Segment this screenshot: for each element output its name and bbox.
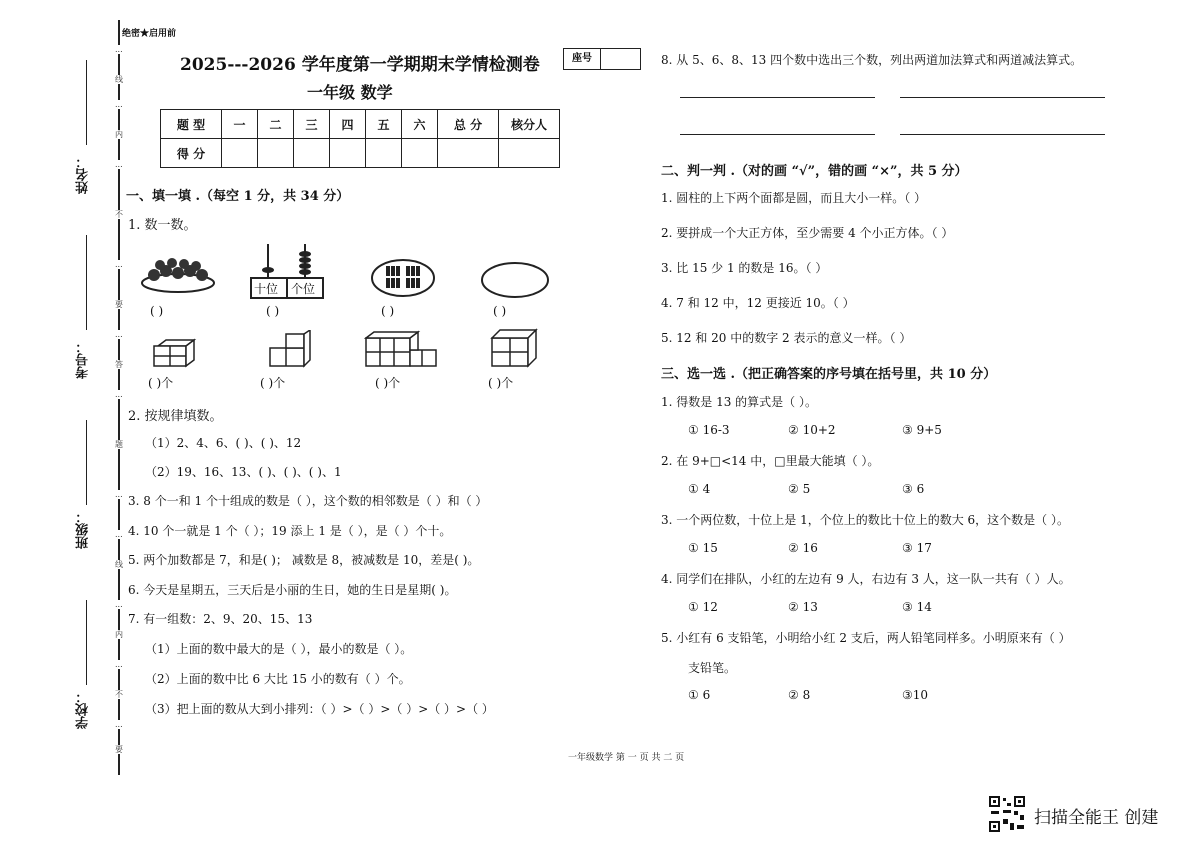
seal-line-char: ...	[115, 600, 123, 609]
confidential-mark: 绝密★启用前	[122, 29, 177, 39]
choice-option[interactable]: ③ 9+5	[902, 423, 942, 437]
seal-line-char: 线	[115, 560, 123, 569]
choice-option[interactable]: ① 16-3	[688, 423, 730, 437]
seal-line-char: ...	[115, 100, 123, 109]
q7-1-text: （1）上面的数中最大的是（ ），最小的数是（ ）。	[145, 642, 413, 656]
seal-line-char: 要	[115, 745, 123, 754]
name-label: 姓名：	[76, 155, 91, 194]
choice-option[interactable]: ③ 6	[902, 482, 925, 496]
q7-text: 7. 有一组数：2、9、20、15、13	[128, 612, 313, 626]
exam-no-field-line	[86, 235, 87, 330]
choice-option[interactable]: ③ 14	[902, 600, 932, 614]
answer-line[interactable]	[680, 134, 875, 135]
score-blank[interactable]	[330, 139, 366, 168]
count-answer-1[interactable]: ( )	[150, 304, 164, 318]
class-field-line	[86, 420, 87, 505]
score-cell: 题 型	[161, 110, 222, 139]
score-blank[interactable]	[499, 139, 560, 168]
judge-item: 1. 圆柱的上下两个面都是圆，而且大小一样。（ ）	[661, 191, 927, 205]
scanner-watermark: 扫描全能王 创建	[1034, 808, 1159, 828]
school-field-line	[86, 600, 87, 685]
score-cell: 二	[258, 110, 294, 139]
choice-option[interactable]: ② 13	[788, 600, 818, 614]
judge-item: 2. 要拼成一个大正方体，至少需要 4 个小正方体。（ ）	[661, 226, 954, 240]
score-blank[interactable]	[222, 139, 258, 168]
seal-line-char: ...	[115, 260, 123, 269]
seal-line-char: ...	[115, 660, 123, 669]
q7-2-text: （2）上面的数中比 6 大比 15 小的数有（ ）个。	[145, 672, 411, 686]
name-field-line	[86, 60, 87, 145]
seal-line-char: ...	[115, 160, 123, 169]
section3-heading: 三、选一选 .（把正确答案的序号填在括号里，共 10 分）	[661, 367, 997, 382]
empty-oval-icon	[480, 260, 550, 300]
score-cell: 三	[294, 110, 330, 139]
choice-option[interactable]: ② 8	[788, 688, 811, 702]
bundled-sticks-icon	[370, 258, 436, 298]
exam-subtitle: 一年级 数学	[307, 83, 393, 102]
answer-line[interactable]	[680, 97, 875, 98]
judge-item: 5. 12 和 20 中的数字 2 表示的意义一样。（ ）	[661, 331, 912, 345]
seal-line-char: ...	[115, 390, 123, 399]
choice-question: 5. 小红有 6 支铅笔，小明给小红 2 支后，两人铅笔同样多。小明原来有（ ）	[661, 631, 1071, 645]
seal-line-char: 不	[115, 210, 123, 219]
choice-option[interactable]: ② 10+2	[788, 423, 836, 437]
choice-option[interactable]: ① 6	[688, 688, 711, 702]
choice-option[interactable]: ② 16	[788, 541, 818, 555]
seal-line-char: 要	[115, 300, 123, 309]
choice-option[interactable]: ③ 17	[902, 541, 932, 555]
score-blank[interactable]	[294, 139, 330, 168]
seal-line-char: 答	[115, 360, 123, 369]
answer-line[interactable]	[900, 97, 1105, 98]
class-label: 班级：	[76, 510, 91, 549]
q4-text: 4. 10 个一就是 1 个（ ）；19 添上 1 是（ ），是（ ）个十。	[128, 524, 452, 538]
seal-line-char: 题	[115, 440, 123, 449]
exam-title: 2025---2026 学年度第一学期期末学情检测卷	[180, 55, 540, 75]
section2-heading: 二、判一判 .（对的画 “√”，错的画 “×”，共 5 分）	[661, 164, 968, 179]
seal-line-char: ...	[115, 490, 123, 499]
choice-question: 3. 一个两位数，十位上是 1，个位上的数比十位上的数大 6，这个数是（ ）。	[661, 513, 1069, 527]
exam-no-label: 考号：	[76, 340, 91, 379]
abacus-ones-label: 个位	[291, 282, 316, 296]
q6-text: 6. 今天是星期五，三天后是小丽的生日，她的生日是星期( )。	[128, 583, 457, 597]
seal-line-char: ...	[115, 720, 123, 729]
section1-heading: 一、填一填 .（每空 1 分，共 34 分）	[126, 189, 350, 204]
score-blank[interactable]	[402, 139, 438, 168]
cube-stack-icon	[268, 330, 313, 368]
judge-item: 3. 比 15 少 1 的数是 16。（ ）	[661, 261, 828, 275]
seat-number-box	[563, 48, 641, 70]
score-table-header-row	[161, 110, 560, 139]
cube-stack-icon	[152, 338, 197, 368]
q8-text: 8. 从 5、6、8、13 四个数中选出三个数，列出两道加法算式和两道减法算式。	[661, 53, 1083, 67]
choice-question-cont: 支铅笔。	[688, 661, 737, 675]
cube-answer-3[interactable]: ( )个	[375, 376, 401, 390]
judge-item: 4. 7 和 12 中，12 更接近 10。（ ）	[661, 296, 855, 310]
abacus-tens-label: 十位	[254, 282, 279, 296]
count-answer-2[interactable]: ( )	[266, 304, 280, 318]
choice-question: 2. 在 9+□<14 中，□里最大能填（ ）。	[661, 454, 880, 468]
score-cell: 六	[402, 110, 438, 139]
seal-line-char: ...	[115, 330, 123, 339]
cube-stack-icon	[490, 328, 538, 368]
score-cell: 四	[330, 110, 366, 139]
answer-line[interactable]	[900, 134, 1105, 135]
score-cell: 五	[366, 110, 402, 139]
choice-option[interactable]: ② 5	[788, 482, 811, 496]
q7-3-text: （3）把上面的数从大到小排列：（ ）>（ ）>（ ）>（ ）>（ ）	[145, 702, 494, 716]
q5-text: 5. 两个加数都是 7，和是( )； 减数是 8，被减数是 10，差是( )。	[128, 553, 480, 567]
score-table	[160, 109, 560, 168]
choice-question: 1. 得数是 13 的算式是（ ）。	[661, 395, 817, 409]
score-cell: 核分人	[499, 110, 560, 139]
q2-text: 2. 按规律填数。	[128, 409, 223, 424]
choice-question: 4. 同学们在排队，小红的左边有 9 人，右边有 3 人，这一队一共有（ ）人。	[661, 572, 1071, 586]
score-table-score-row	[161, 139, 560, 168]
cube-stack-icon	[364, 330, 442, 368]
q1-text: 1. 数一数。	[128, 218, 197, 233]
page-footer: 一年级数学 第 一 页 共 二 页	[568, 753, 685, 763]
score-cell: 总 分	[438, 110, 499, 139]
choice-option[interactable]: ① 4	[688, 482, 711, 496]
cube-answer-4[interactable]: ( )个	[488, 376, 514, 390]
q3-text: 3. 8 个一和 1 个十组成的数是（ ），这个数的相邻数是（ ）和（ ）	[128, 494, 488, 508]
score-blank[interactable]	[366, 139, 402, 168]
score-cell: 得 分	[161, 139, 222, 168]
score-blank[interactable]	[438, 139, 499, 168]
school-label: 学校：	[76, 690, 91, 729]
choice-option[interactable]: ③10	[902, 688, 929, 702]
count-answer-3[interactable]: ( )	[381, 304, 395, 318]
cube-answer-2[interactable]: ( )个	[260, 376, 286, 390]
seal-line-char: ...	[115, 45, 123, 54]
score-cell: 一	[222, 110, 258, 139]
seal-line-char: 不	[115, 690, 123, 699]
fruit-plate-icon	[140, 255, 218, 295]
score-blank[interactable]	[258, 139, 294, 168]
count-answer-4[interactable]: ( )	[493, 304, 507, 318]
cube-answer-1[interactable]: ( )个	[148, 376, 174, 390]
choice-option[interactable]: ① 15	[688, 541, 718, 555]
seal-line-char: 内	[115, 130, 123, 139]
q2-2-text: （2）19、16、13、( )、( )、( )、1	[145, 465, 342, 479]
seal-line-char: ...	[115, 530, 123, 539]
seal-line-char: 线	[115, 75, 123, 84]
q2-1-text: （1）2、4、6、( )、( )、12	[145, 436, 302, 450]
choice-option[interactable]: ① 12	[688, 600, 718, 614]
qr-code-icon	[988, 795, 1026, 833]
seat-label: 座号	[564, 49, 601, 69]
seal-line-char: 内	[115, 630, 123, 639]
